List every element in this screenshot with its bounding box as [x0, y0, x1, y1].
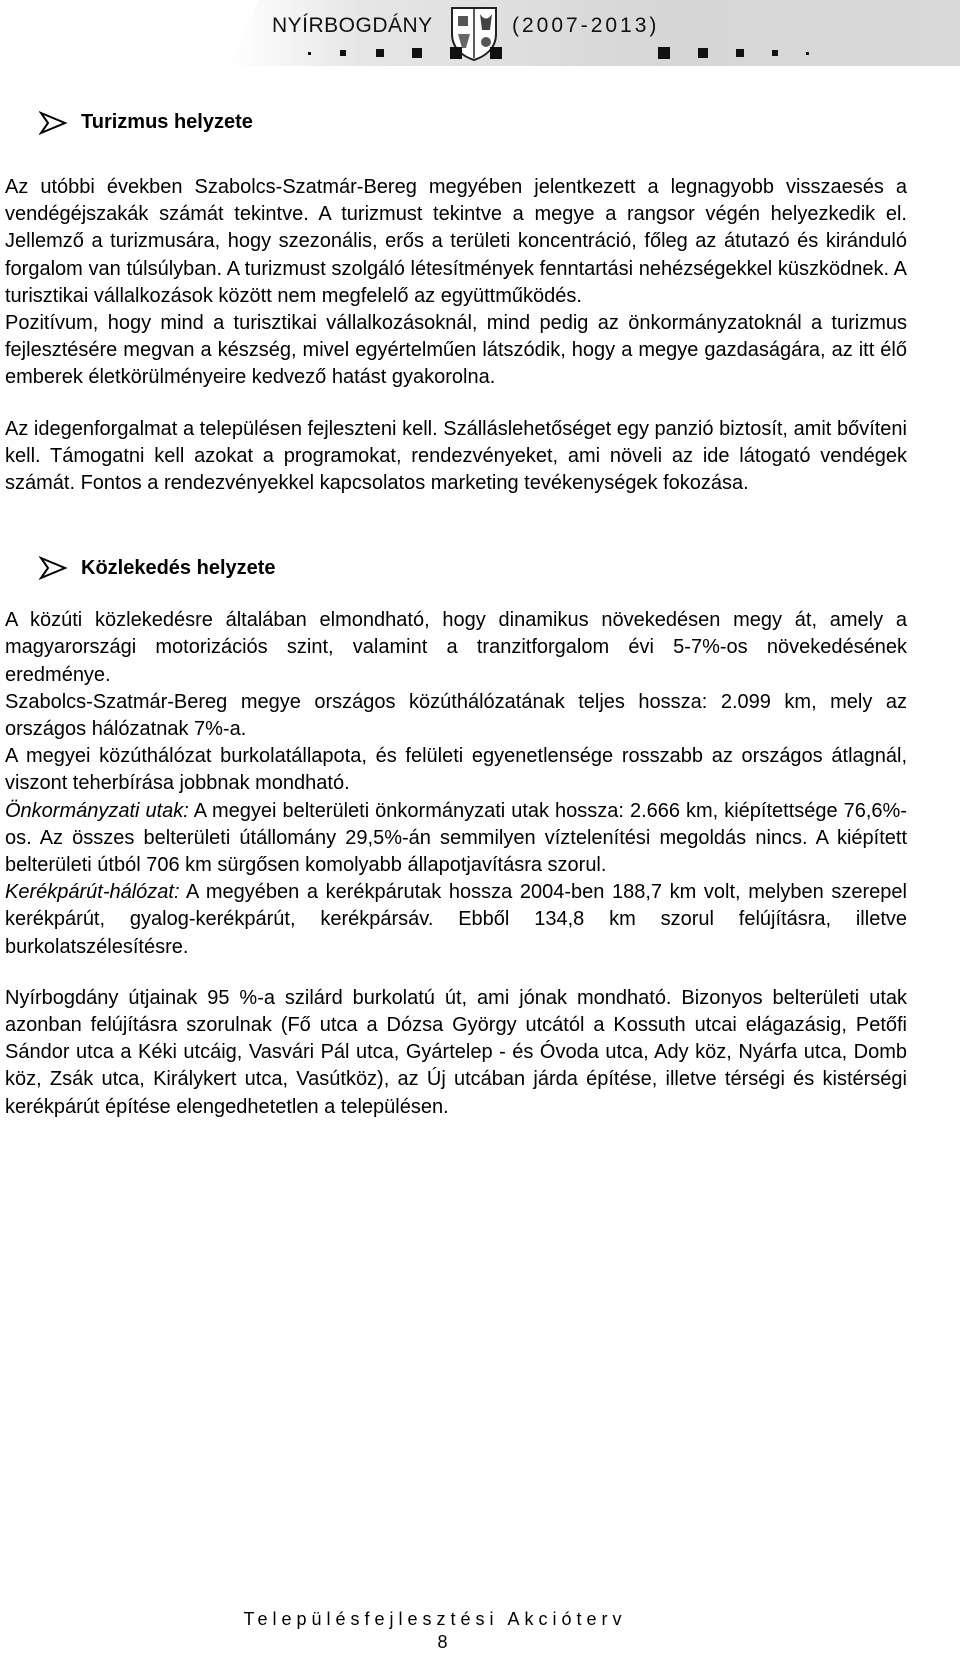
- paragraph: Pozitívum, hogy mind a turisztikai vállalkozásoknál, mind pedig az önkormányzatoknál a turizmus fejlesztésére megvan a készség, mivel egyértelműen látszódik, hogy a megye gazdaságára, az itt élő emberek életkörülményeire kedvező hatást gyakorolna.: [5, 312, 907, 389]
- section-heading-tourism: [5, 108, 907, 138]
- paragraph: [5, 879, 907, 961]
- header-title-right: (2007-2013): [512, 14, 660, 37]
- section-heading-text: Közlekedés helyzete: [81, 556, 276, 579]
- header-dot-ornament: [300, 46, 860, 60]
- paragraph: A megyei közúthálózat burkolatállapota, és felületi egyenetlensége rosszabb az országos átlagnál, viszont teherbírása jobbnak mondható.: [5, 745, 907, 795]
- paragraph: [5, 798, 907, 880]
- arrow-bullet-icon: [39, 556, 69, 580]
- inline-label: Önkormányzati utak:: [5, 799, 189, 822]
- section-heading-transport: [5, 553, 907, 583]
- paragraph: Az idegenforgalmat a településen fejleszteni kell. Szálláslehetőséget egy panzió biztosít, amit bővíteni kell. Támogatni kell azokat a programokat, rendezvényeket, ami növeli az ide látogató vendégek számát. Fontos a rendezvényekkel kapcsolatos marketing tevékenységek fokozása.: [5, 417, 907, 495]
- page-number: 8: [437, 1632, 448, 1652]
- footer-title: Településfejlesztési Akcióterv: [243, 1609, 627, 1629]
- paragraph: A közúti közlekedésre általában elmondható, hogy dinamikus növekedésen megy át, amely a magyarországi motorizációs szint, valamint a tranzitforgalom évi 5-7%-os növekedésének eredménye.: [5, 609, 907, 686]
- page-header: [230, 0, 960, 70]
- arrow-bullet-icon: [39, 111, 69, 135]
- document-body: [5, 100, 907, 1121]
- paragraph-text: A megyei belterületi önkormányzati utak hossza: 2.666 km, kiépítettsége 76,6%-os. Az összes belterületi útállomány 29,5%-án semmilyen víztelenítési megoldás nincs. A kiépített belterületi útból 706 km sürgősen komolyabb állapotjavításra szorul.: [5, 799, 907, 877]
- paragraph-text: A megyében a kerékpárutak hossza 2004-ben 188,7 km volt, melyben szerepel kerékpárút, gyalog-kerékpárút, kerékpársáv. Ebből 134,8 km szorul felújításra, illetve burkolatszélesítésre.: [5, 881, 907, 958]
- paragraph: Nyírbogdány útjainak 95 %-a szilárd burkolatú út, ami jónak mondható. Bizonyos belterületi utak azonban felújításra szorulnak (Fő utca a Dózsa György utcától a Kossuth utcai elágazásig, Petőfi Sándor utca a Kéki utcáig, Vasvári Pál utca, Gyártelep - és Óvoda utca, Ady köz, Nyárfa utca, Domb köz, Zsák utca, Királykert utca, Vasútköz), az Új utcában járda építése, illetve térségi és kistérségi kerékpárút építése elengedhetetlen a településen.: [5, 986, 907, 1118]
- section-heading-text: Turizmus helyzete: [81, 111, 253, 134]
- paragraph: Szabolcs-Szatmár-Bereg megye országos közúthálózatának teljes hossza: 2.099 km, mely az országos hálózatnak 7%-a.: [5, 690, 907, 741]
- header-title-left: NYÍRBOGDÁNY: [272, 14, 433, 37]
- inline-label: Kerékpárút-hálózat:: [5, 881, 180, 904]
- paragraph: Az utóbbi években Szabolcs-Szatmár-Bereg megyében jelentkezett a legnagyobb visszaesés a vendégéjszakák számát tekintve. A turizmust tekintve a megye a rangsor végén helyezkedik el. Jellemző a turizmusára, hogy szezonális, erős a területi koncentráció, főleg az átutazó és kiránduló forgalom van túlsúlyban. A turizmust szolgáló létesítmények fenntartási nehézségekkel küszködnek. A turisztikai vállalkozások között nem megfelelő az együttműködés.: [5, 176, 907, 307]
